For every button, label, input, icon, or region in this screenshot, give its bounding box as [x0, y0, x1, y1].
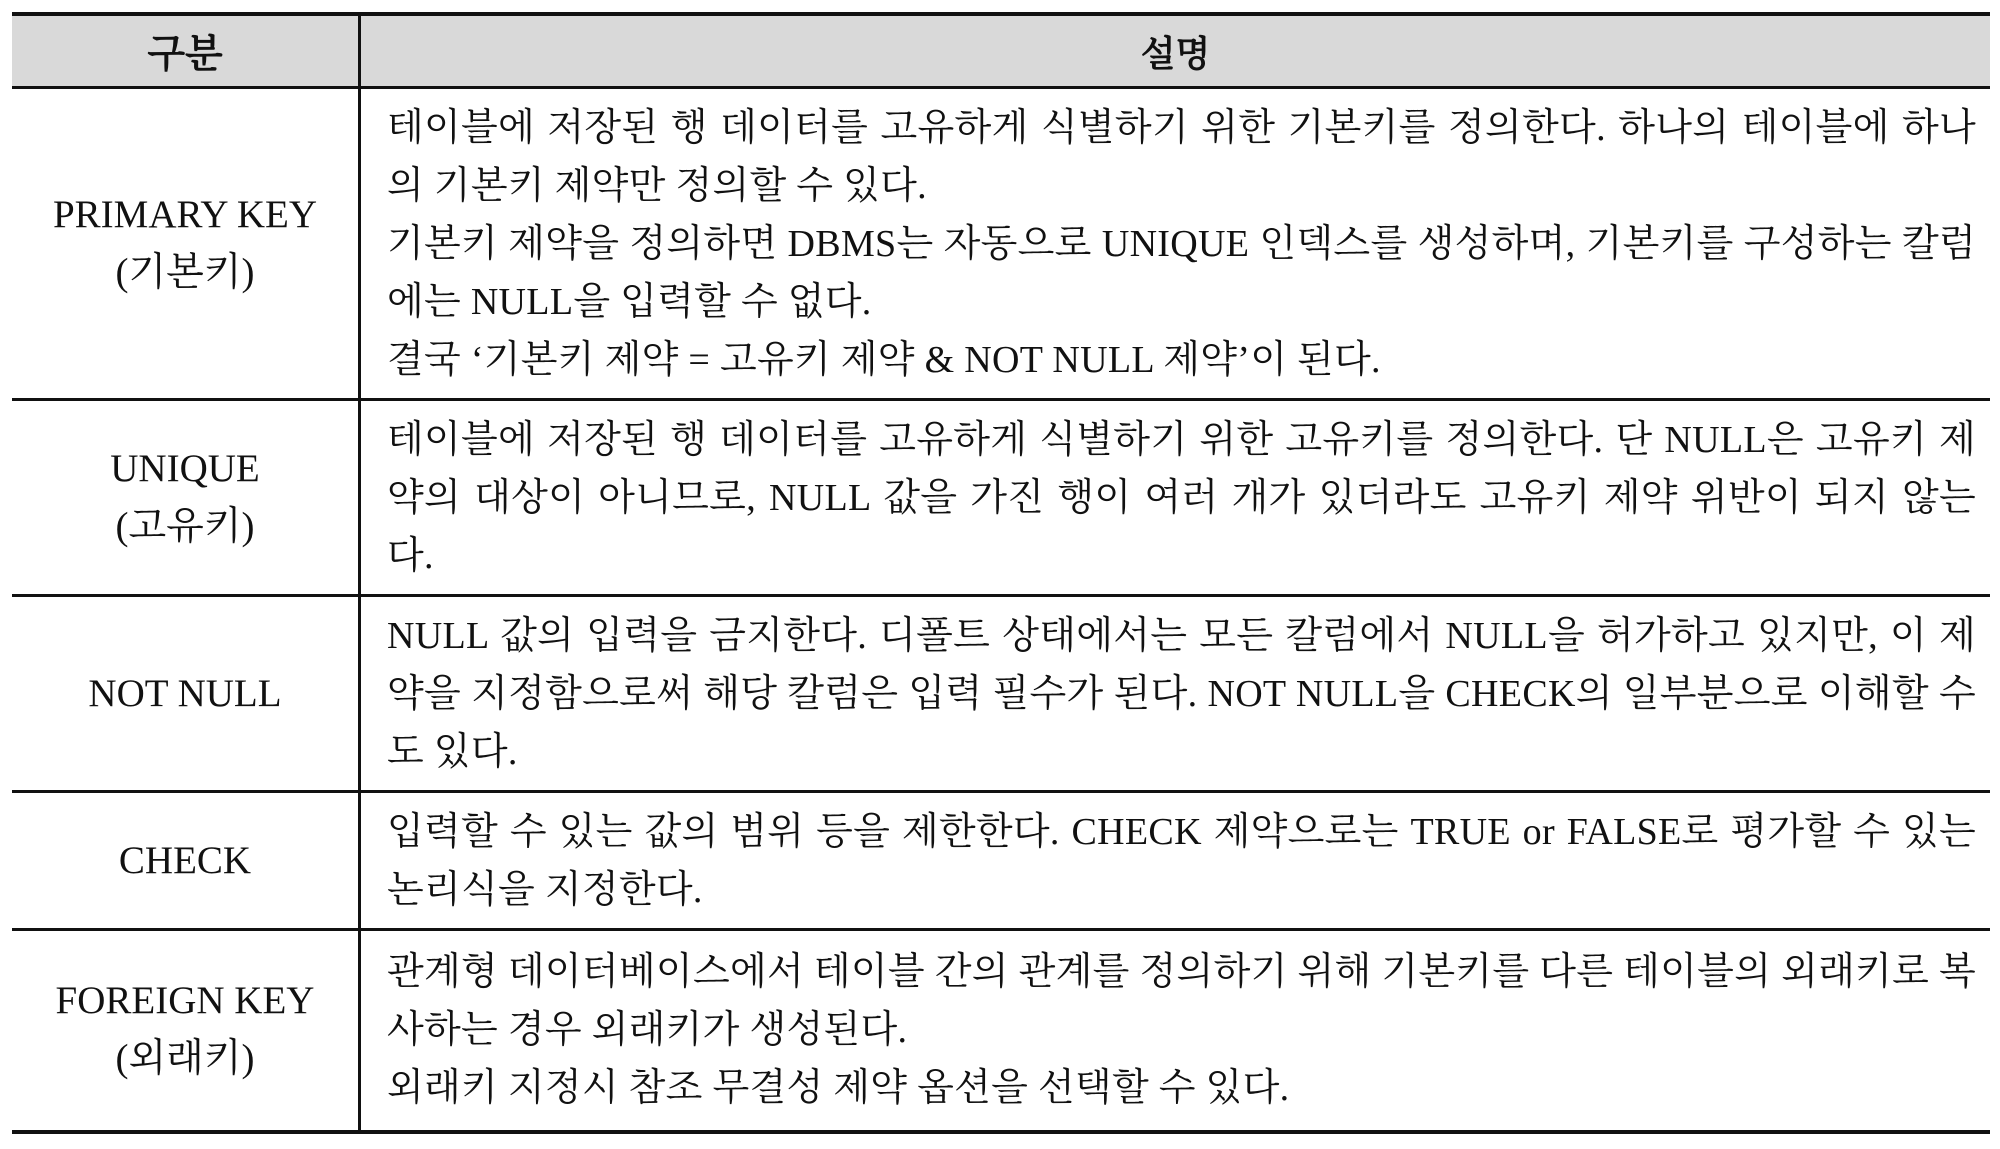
- table-row-unique: [12, 400, 1990, 596]
- description-line: 결국 ‘기본키 제약 = 고유키 제약 & NOT NULL 제약’이 된다.: [387, 338, 1381, 381]
- description-cell: [360, 88, 1991, 400]
- constraint-korean-name: (외래키): [115, 1037, 255, 1081]
- constraints-table-container: [12, 12, 1990, 1134]
- table-header: [12, 14, 1990, 88]
- description-line: 기본키 제약을 정의하면 DBMS는 자동으로 UNIQUE 인덱스를 생성하며, 기본키를 구성하는 칼럼에는 NULL을 입력할 수 없다.: [387, 222, 1976, 323]
- table-row-primary-key: [12, 88, 1990, 400]
- description-line: 입력할 수 있는 값의 범위 등을 제한한다. CHECK 제약으로는 TRUE or FALSE로 평가할 수 있는 논리식을 지정한다.: [387, 810, 1976, 911]
- description-line: 관계형 데이터베이스에서 테이블 간의 관계를 정의하기 위해 기본키를 다른 테이블의 외래키로 복사하는 경우 외래키가 생성된다.: [387, 951, 1976, 1052]
- category-cell: [12, 930, 360, 1132]
- constraint-term: CHECK: [118, 838, 252, 882]
- category-cell: [12, 88, 360, 400]
- description-line: NULL 값의 입력을 금지한다. 디폴트 상태에서는 모든 칼럼에서 NULL을 허가하고 있지만, 이 제약을 지정함으로써 해당 칼럼은 입력 필수가 된다. NOT NULL을 CHECK의 일부분으로 이해할 수도 있다.: [387, 614, 1976, 773]
- table-body: [12, 88, 1990, 1132]
- table-row-check: [12, 792, 1990, 930]
- constraint-term: UNIQUE: [110, 446, 260, 490]
- header-row: [12, 14, 1990, 88]
- constraint-korean-name: (기본키): [115, 250, 255, 294]
- constraints-table: [12, 12, 1990, 1134]
- header-category: 구분: [12, 14, 360, 88]
- constraint-term: PRIMARY KEY: [52, 192, 317, 236]
- description-cell: [360, 400, 1991, 596]
- header-description: 설명: [360, 14, 1991, 88]
- constraint-term: FOREIGN KEY: [55, 979, 315, 1023]
- constraint-korean-name: (고유키): [115, 504, 255, 548]
- category-cell: [12, 792, 360, 930]
- category-cell: [12, 596, 360, 792]
- category-cell: [12, 400, 360, 596]
- description-cell: [360, 930, 1991, 1132]
- description-line: 외래키 지정시 참조 무결성 제약 옵션을 선택할 수 있다.: [387, 1067, 1290, 1110]
- table-row-foreign-key: [12, 930, 1990, 1132]
- description-line: 테이블에 저장된 행 데이터를 고유하게 식별하기 위한 고유키를 정의한다. 단 NULL은 고유키 제약의 대상이 아니므로, NULL 값을 가진 행이 여러 개가 있더라도 고유키 제약 위반이 되지 않는다.: [387, 418, 1976, 577]
- description-line: 테이블에 저장된 행 데이터를 고유하게 식별하기 위한 기본키를 정의한다. 하나의 테이블에 하나의 기본키 제약만 정의할 수 있다.: [387, 106, 1976, 207]
- table-row-not-null: [12, 596, 1990, 792]
- description-cell: [360, 596, 1991, 792]
- description-cell: [360, 792, 1991, 930]
- constraint-term: NOT NULL: [88, 671, 282, 715]
